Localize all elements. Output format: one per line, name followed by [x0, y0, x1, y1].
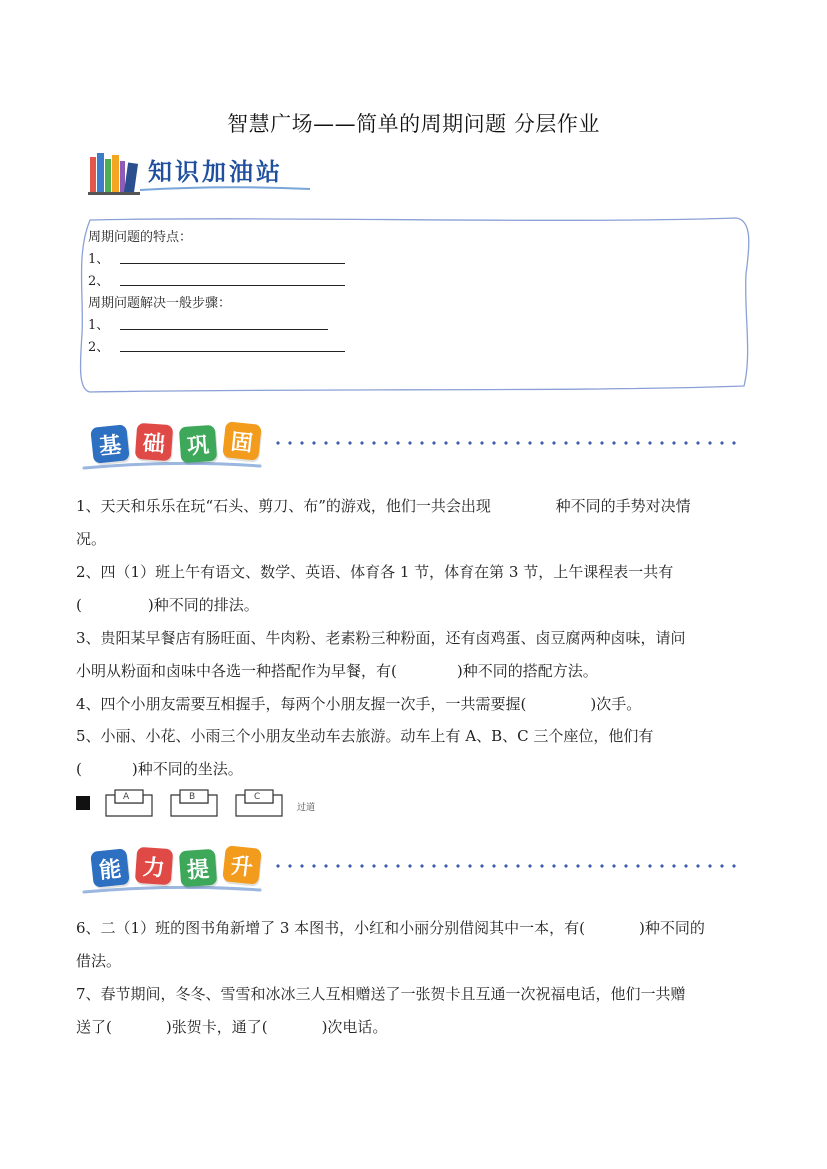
- question-4: [76, 688, 752, 721]
- page-title: 智慧广场——简单的周期问题 分层作业: [227, 112, 600, 136]
- ability-tile-2: 力: [135, 847, 173, 885]
- question-1-text-c: 况。: [76, 530, 107, 548]
- question-7-text-b: 送了(: [76, 1018, 112, 1036]
- basic-tile-2: 础: [135, 423, 173, 461]
- question-7-text-d: )次电话。: [321, 1018, 388, 1036]
- feature-item-1: [88, 248, 109, 267]
- question-2-text-b: (: [76, 596, 82, 614]
- question-5-text-c: )种不同的坐法。: [131, 760, 243, 778]
- banner-underline: [140, 186, 310, 192]
- knowledge-heading-features: 周期问题的特点：: [88, 230, 193, 245]
- question-6-text-c: 借法。: [76, 952, 122, 970]
- basic-banner: [82, 418, 272, 474]
- question-6-text-b: )种不同的: [639, 919, 705, 937]
- knowledge-heading-steps: 周期问题解决一般步骤：: [88, 296, 232, 311]
- step-item-2-label: 2、: [88, 340, 110, 355]
- question-4-text-b: )次手。: [590, 695, 642, 713]
- seat-a-label: A: [123, 792, 130, 802]
- question-6-text-a: 6、二（1）班的图书角新增了 3 本图书，小红和小丽分别借阅其中一本，有(: [76, 919, 586, 937]
- ability-tile-4: 升: [222, 845, 262, 885]
- feature-blank-1[interactable]: [120, 263, 345, 264]
- step-item-1: [88, 314, 109, 333]
- question-2-text-c: )种不同的排法。: [147, 596, 259, 614]
- question-4-text-a: 4、四个小朋友需要互相握手，每两个小朋友握一次手，一共需要握(: [76, 695, 527, 713]
- seat-c-label: C: [254, 792, 261, 802]
- basic-tile-1: 基: [90, 424, 130, 464]
- aisle-label: 过道: [297, 803, 316, 813]
- step-blank-2[interactable]: [120, 351, 345, 352]
- feature-blank-2[interactable]: [120, 285, 345, 286]
- step-item-2: [88, 336, 109, 355]
- ability-tile-3: 提: [179, 849, 217, 887]
- basic-tile-4: 固: [222, 421, 262, 461]
- question-3-text-b: 小明从粉面和卤味中各选一种搭配作为早餐，有(: [76, 662, 397, 680]
- question-7: [76, 978, 752, 1044]
- seat-b-label: B: [189, 792, 196, 802]
- feature-item-1-label: 1、: [88, 252, 110, 267]
- question-3: [76, 622, 752, 688]
- basic-tile-3: 巩: [179, 425, 217, 463]
- ability-tile-1: 能: [90, 848, 130, 888]
- ability-banner-dots: [272, 864, 740, 868]
- question-2: [76, 556, 752, 622]
- question-7-text-a: 7、春节期间，冬冬、雪雪和冰冰三人互相赠送了一张贺卡且互通一次祝福电话，他们一共赠: [76, 985, 686, 1003]
- black-square-marker: [76, 796, 90, 810]
- books-icon: [88, 151, 140, 195]
- basic-banner-dots: [272, 441, 740, 445]
- feature-item-2-label: 2、: [88, 274, 110, 289]
- question-5-text-b: (: [76, 760, 82, 778]
- question-3-text-c: )种不同的搭配方法。: [456, 662, 598, 680]
- question-7-text-c: )张贺卡，通了(: [165, 1018, 268, 1036]
- question-5: [76, 720, 752, 786]
- knowledge-banner-title: 知识加油站: [148, 158, 283, 186]
- ability-banner: [82, 842, 272, 898]
- question-1-text-b: 种不同的手势对决情: [555, 497, 691, 515]
- feature-item-2: [88, 270, 109, 289]
- question-1: [76, 490, 752, 556]
- step-item-1-label: 1、: [88, 318, 110, 333]
- question-5-text-a: 5、小丽、小花、小雨三个小朋友坐动车去旅游。动车上有 A、B、C 三个座位，他们有: [76, 727, 654, 745]
- question-3-text-a: 3、贵阳某早餐店有肠旺面、牛肉粉、老素粉三种粉面，还有卤鸡蛋、卤豆腐两种卤味，请问: [76, 629, 686, 647]
- question-6: [76, 912, 752, 978]
- question-2-text-a: 2、四（1）班上午有语文、数学、英语、体育各 1 节，体育在第 3 节，上午课程表一共有: [76, 563, 674, 581]
- step-blank-1[interactable]: [120, 329, 328, 330]
- question-1-text-a: 1、天天和乐乐在玩“石头、剪刀、布”的游戏，他们一共会出现: [76, 497, 491, 515]
